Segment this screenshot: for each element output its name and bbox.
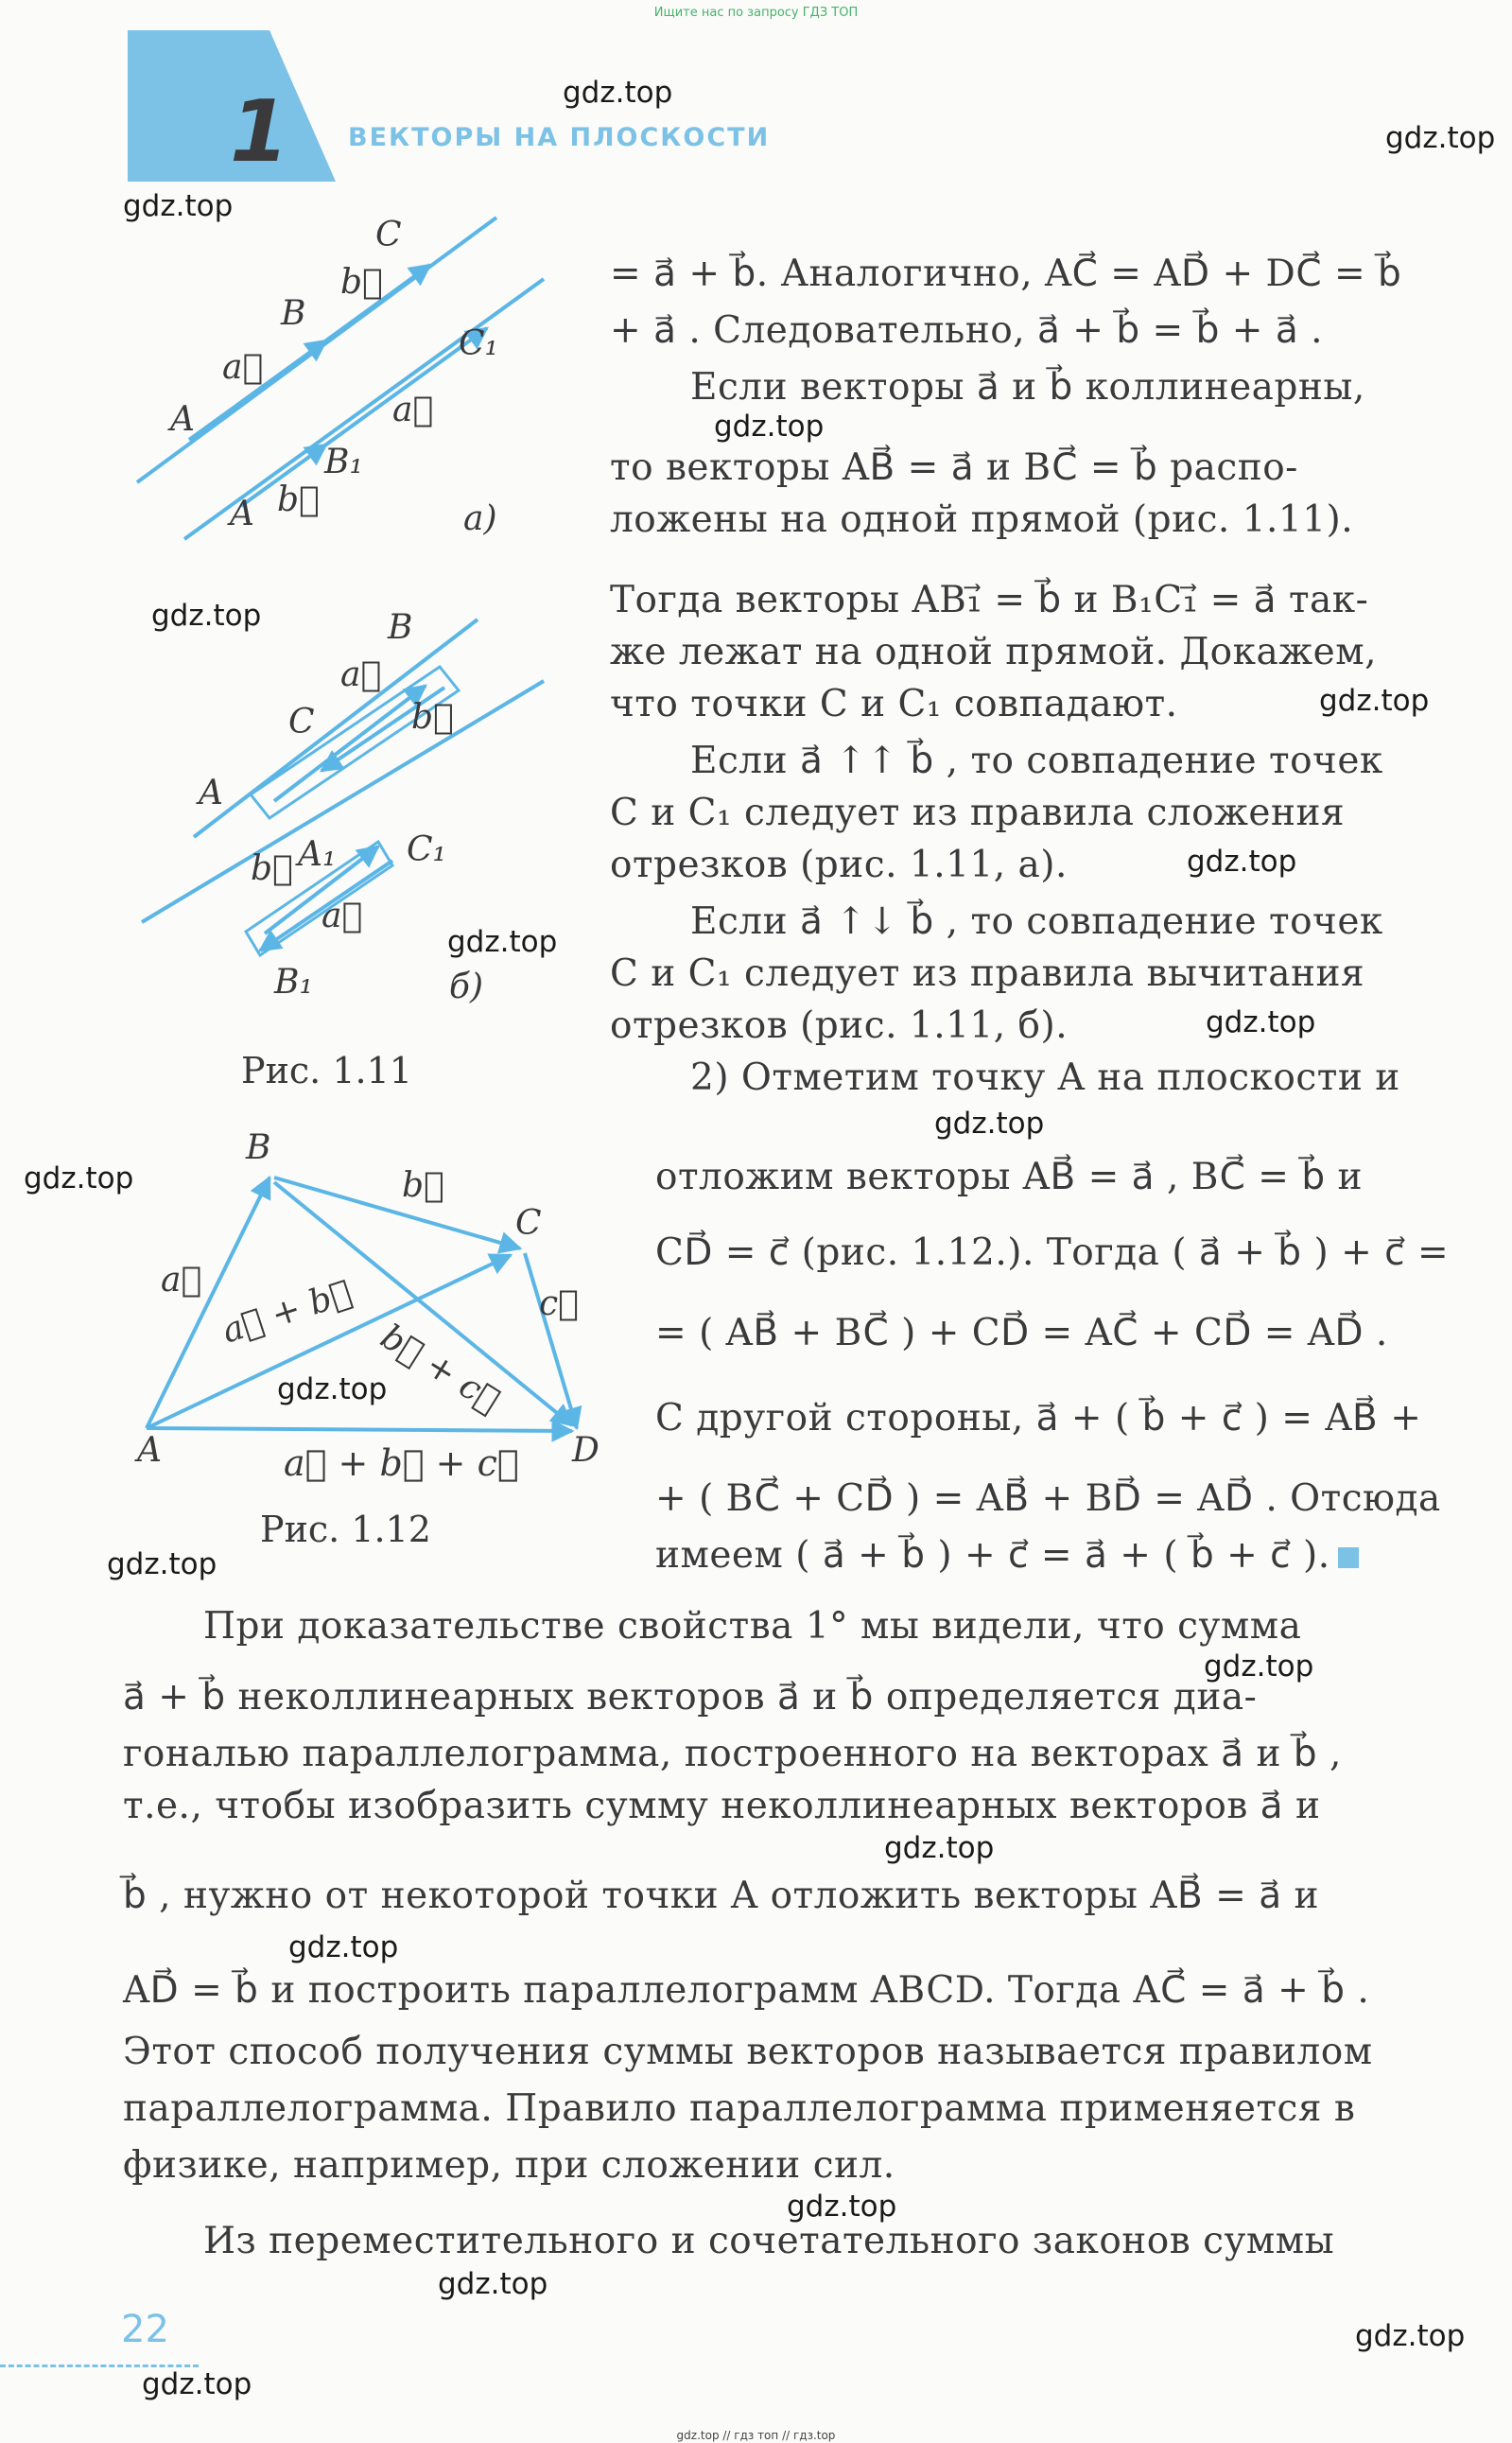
label-b-veca: a⃗ [340, 655, 382, 694]
label-b-b1: B₁ [274, 963, 313, 1002]
chapter-badge [128, 30, 345, 186]
watermark: gdz.top [438, 2267, 548, 2301]
text-line: Этот способ получения суммы векторов называется правилом [123, 2031, 1373, 2073]
watermark: gdz.top [1206, 1005, 1316, 1039]
top-search-note: Ищите нас по запросу ГДЗ ТОП [653, 6, 859, 20]
watermark: gdz.top [787, 2190, 897, 2224]
label-vec-a: a⃗ [161, 1261, 202, 1300]
chapter-number: 1 [230, 82, 289, 182]
text-line: С другой стороны, a⃗ + ( b⃗ + c⃗ ) = AB⃗ + [655, 1397, 1422, 1440]
label-d: D [572, 1431, 600, 1470]
text-line: = ( AB⃗ + BC⃗ ) + CD⃗ = AC⃗ + CD⃗ = AD⃗ . [655, 1312, 1388, 1354]
label-vec-b2: b⃗ [277, 480, 320, 519]
text-line: же лежат на одной прямой. Докажем, [610, 631, 1377, 673]
watermark: gdz.top [447, 925, 558, 959]
text-line: a⃗ + b⃗ неколлинеарных векторов a⃗ и b⃗ определяется диа- [123, 1676, 1258, 1719]
part-b-label: б) [449, 968, 484, 1006]
label-c1-point: C₁ [459, 324, 498, 363]
label-b-veca2: a⃗ [322, 897, 363, 935]
text-line: Если a⃗ ↑↑ b⃗ , то совпадение точек [690, 740, 1383, 782]
text-line: Если a⃗ ↑↓ b⃗ , то совпадение точек [690, 900, 1383, 943]
watermark: gdz.top [714, 410, 825, 444]
text-line: Из переместительного и сочетательного законов суммы [203, 2220, 1335, 2262]
watermark: gdz.top [123, 189, 234, 223]
label-a: A [137, 1431, 162, 1470]
text-line: т.е., чтобы изобразить сумму неколлинеарных векторов a⃗ и [123, 1785, 1321, 1827]
watermark: gdz.top [151, 599, 262, 633]
vector-cd [525, 1253, 577, 1428]
label-b1-point: B₁ [324, 443, 363, 481]
text-line: то векторы AB⃗ = a⃗ и BC⃗ = b⃗ распо- [610, 446, 1298, 489]
text-line: AD⃗ = b⃗ и построить параллелограмм ABCD. Тогда AC⃗ = a⃗ + b⃗ . [123, 1969, 1370, 2012]
label-b-vecb2: b⃗ [251, 849, 293, 888]
text-line: отрезков (рис. 1.11, а). [610, 844, 1068, 886]
text-line [655, 1534, 1442, 1577]
qed-square-icon [1338, 1547, 1359, 1568]
fig-1-11-caption: Рис. 1.11 [241, 1050, 412, 1091]
label-a1-point: A [230, 495, 254, 533]
watermark: gdz.top [142, 2367, 252, 2401]
label-a-plus-b: a⃗ + b⃗ [217, 1273, 356, 1352]
watermark: gdz.top [1187, 845, 1297, 879]
watermark: gdz.top [563, 76, 673, 110]
label-vec-b: b⃗ [340, 263, 383, 302]
label-b-a: A [199, 774, 223, 812]
label-vec-c: c⃗ [539, 1284, 579, 1323]
text-line: + ( BC⃗ + CD⃗ ) = AB⃗ + BD⃗ = AD⃗ . Отсюда [655, 1477, 1441, 1520]
text-line: отрезков (рис. 1.11, б). [610, 1004, 1069, 1047]
text-line: CD⃗ = c⃗ (рис. 1.12.). Тогда ( a⃗ + b⃗ ) + c⃗ = [655, 1231, 1450, 1274]
watermark: gdz.top [1355, 2319, 1466, 2353]
text-line: ложены на одной прямой (рис. 1.11). [610, 498, 1354, 541]
page-number: 22 [121, 2308, 169, 2351]
watermark: gdz.top [884, 1831, 995, 1865]
label-b-c1: C₁ [407, 830, 446, 869]
watermark: gdz.top [288, 1930, 399, 1964]
label-vec-a2: a⃗ [392, 391, 434, 429]
part-a-label: а) [463, 499, 497, 538]
text-line: + a⃗ . Следовательно, a⃗ + b⃗ = b⃗ + a⃗ . [610, 309, 1324, 352]
vector-ad [147, 1428, 572, 1431]
label-b-point: B [281, 294, 306, 333]
label-b-b: B [388, 608, 413, 647]
label-b: B [246, 1130, 271, 1167]
watermark: gdz.top [277, 1372, 388, 1406]
text-line: b⃗ , нужно от некоторой точки A отложить векторы AB⃗ = a⃗ и [123, 1875, 1320, 1917]
text-line: = a⃗ + b⃗. Аналогично, AC⃗ = AD⃗ + DC⃗ = b⃗ [610, 253, 1402, 295]
text-span: имеем ( a⃗ + b⃗ ) + c⃗ = a⃗ + ( b⃗ + c⃗ ). [655, 1534, 1330, 1577]
label-b-vecb: b⃗ [411, 698, 454, 737]
fig-1-12-caption: Рис. 1.12 [260, 1509, 431, 1550]
text-line: физике, например, при сложении сил. [123, 2144, 895, 2187]
chapter-title: ВЕКТОРЫ НА ПЛОСКОСТИ [348, 123, 771, 152]
bottom-note: gdz.top // гдз топ // гдз.top [676, 2429, 836, 2442]
text-line: При доказательстве свойства 1° мы видели, что сумма [203, 1605, 1302, 1648]
label-b-c: C [288, 703, 315, 742]
label-vec-b: b⃗ [402, 1166, 444, 1205]
text-line: 2) Отметим точку A на плоскости и [690, 1056, 1400, 1099]
label-c: C [515, 1204, 542, 1243]
watermark: gdz.top [1319, 684, 1430, 718]
text-line: C и C₁ следует из правила сложения [610, 792, 1346, 834]
watermark: gdz.top [107, 1547, 217, 1581]
text-line: Если векторы a⃗ и b⃗ коллинеарны, [690, 366, 1365, 409]
watermark: gdz.top [1204, 1649, 1314, 1684]
label-c-point: C [375, 216, 402, 254]
text-line: что точки C и C₁ совпадают. [610, 683, 1178, 725]
label-vec-a: a⃗ [222, 348, 264, 387]
text-line: Тогда векторы AB₁⃗ = b⃗ и B₁C₁⃗ = a⃗ так- [610, 579, 1369, 621]
label-b-plus-c: b⃗ + c⃗ [374, 1317, 507, 1421]
watermark: gdz.top [934, 1107, 1045, 1141]
label-a-point: A [170, 400, 195, 439]
watermark: gdz.top [24, 1161, 134, 1195]
text-line: C и C₁ следует из правила вычитания [610, 952, 1365, 995]
text-line: гональю параллелограмма, построенного на векторах a⃗ и b⃗ , [123, 1733, 1342, 1775]
watermark: gdz.top [1385, 121, 1496, 155]
text-line: отложим векторы AB⃗ = a⃗ , BC⃗ = b⃗ и [655, 1156, 1363, 1198]
label-b-a1: A₁ [298, 835, 337, 874]
fig-1-12-sum-label: a⃗ + b⃗ + c⃗ [284, 1442, 519, 1484]
text-line: параллелограмма. Правило параллелограмма применяется в [123, 2087, 1356, 2130]
